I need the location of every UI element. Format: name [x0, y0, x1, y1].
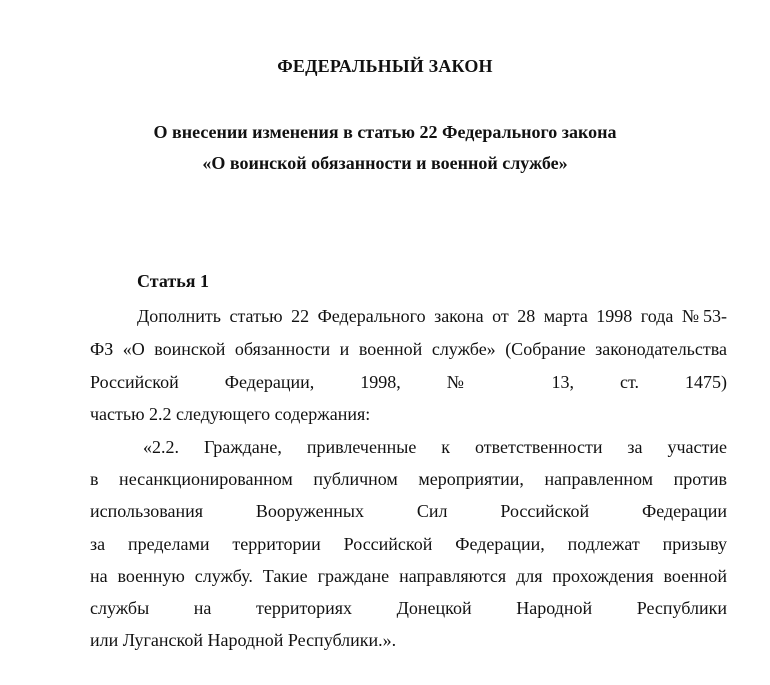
paragraph-1-line-3: Российской Федерации, 1998, № 13, ст. 1475): [90, 372, 727, 392]
document-subtitle-line-1: О внесении изменения в статью 22 Федерального закона: [153, 122, 617, 142]
paragraph-2-line-3: использования Вооруженных Сил Российской Федерации: [90, 501, 727, 521]
article-heading: Статья 1: [137, 271, 209, 291]
paragraph-2-line-6: службы на территориях Донецкой Народной Республики: [90, 598, 727, 618]
paragraph-1-line-1: Дополнить статью 22 Федерального закона от 28 марта 1998 года №53-: [137, 306, 727, 326]
paragraph-2-line-7: или Луганской Народной Республики.».: [90, 630, 397, 650]
paragraph-1-line-2: ФЗ «О воинской обязанности и военной службе» (Собрание законодательства: [90, 339, 727, 359]
paragraph-2-line-5: на военную службу. Такие граждане направляются для прохождения военной: [90, 566, 727, 586]
paragraph-2-line-4: за пределами территории Российской Федерации, подлежат призыву: [90, 534, 727, 554]
paragraph-1-line-4: частью 2.2 следующего содержания:: [90, 404, 371, 424]
paragraph-2-line-1: «2.2. Граждане, привлеченные к ответственности за участие: [143, 437, 727, 457]
document-title: ФЕДЕРАЛЬНЫЙ ЗАКОН: [277, 56, 493, 76]
paragraph-2-line-2: в несанкционированном публичном мероприятии, направленном против: [90, 469, 727, 489]
document-subtitle-line-2: «О воинской обязанности и военной службе»: [202, 153, 568, 173]
